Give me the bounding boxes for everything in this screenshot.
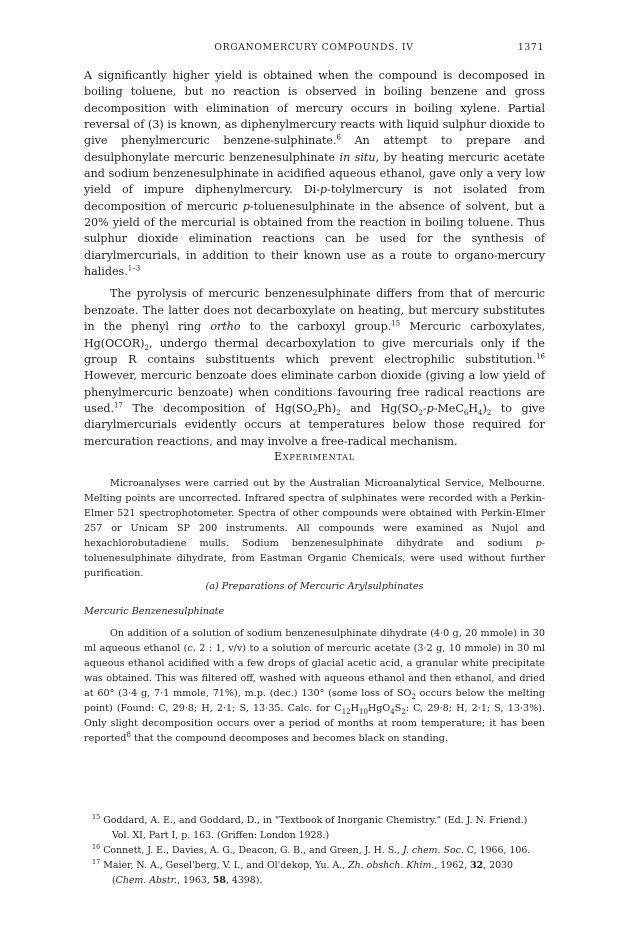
reference-17: 17	[114, 401, 123, 410]
section-heading-experimental: Experimental	[274, 450, 355, 463]
experimental-intro: Microanalyses were carried out by the Australian Microanalytical Service, Melbourne. Melting points are uncorrected. Infrared spectra of sulphinates were recorded with a Perkin-Elmer 521 spectrophotometer. Spectra of other compounds were obtained with Perkin-Elmer 257 or Unicam SP 200 instruments. All compounds were examined as Nujol and hexachlorobutadiene mulls. Sodium benzenesulphinate dihydrate and sodium p-toluenesulphinate dihydrate, from Eastman Organic Chemicals, were used without further purification.	[84, 478, 545, 580]
paragraph-pyrolysis: The pyrolysis of mercuric benzenesulphinate differs from that of mercuric benzoate. The latter does not decarboxylate on heating, but mercury substitutes in the phenyl ring ortho to the carboxyl group.$^{15}$ Mercuric carboxylates, $Hg(OCOR)_2$, undergo thermal decarboxylation to give mercurials only if the group R contains substituents which prevent electrophilic substitution.$^{16}$ However, mercuric benzoate does eliminate carbon dioxide (giving a low yield of phenylmercuric benzoate) when conditions favouring free radical reactions are used.$^{17}$ The decomposition of $Hg(SO_2Ph)_2$ and $Hg(SO_2-p-MeC_6H_4)_2$ to give diarylmercurials evidently occurs at temperatures below those required for mercuration reactions, and may involve a free-radical mechanism.	[84, 287, 545, 448]
compound-heading: Mercuric Benzenesulphinate	[84, 606, 225, 617]
running-head-title: ORGANOMERCURY COMPOUNDS. IV	[214, 42, 414, 53]
footnotes	[84, 813, 545, 888]
discussion-text	[84, 68, 545, 450]
procedure-text: On addition of a solution of sodium benzenesulphinate dihydrate (4·0 g, 20 mmole) in 30 ml aqueous ethanol (c. 2 : 1, v/v) to a solution of mercuric acetate (3·2 g, 10 mmole) in 30 ml aqueous ethanol acidified with a few drops of glacial acetic acid, a granular white precipitate was obtained. This was filtered off, washed with aqueous ethanol and then ethanol, and dried at 60° (3·4 g, 7·1 mmole, 71%), m.p. (dec.) 130° (some loss of $SO_2$ occurs below the melting point) (Found: C, 29·8; H, 2·1; S, 13·35. Calc. for $C_{12}H_{10}HgO_4S_2$: C, 29·8; H, 2·1; S, 13·3%). Only slight decomposition occurs over a period of months at room temperature; it has been reported$^8$ that the compound decomposes and becomes black on standing.	[84, 628, 545, 745]
reference-16: 16	[536, 352, 545, 361]
reference-1-3: 1–3	[127, 264, 141, 273]
reference-6: 6	[336, 133, 341, 142]
footnote-16: $^{16}$ Connett, J. E., Davies, A. G., Deacon, G. B., and Green, J. H. S., J. chem. Soc. C, 1966, 106.	[92, 842, 531, 856]
footnote-17: $^{17}$ Maier, N. A., Gesel'berg, V. I., and Ol'dekop, Yu. A., Zh. obshch. Khim., 1962, 32, 2030 (Chem. Abstr., 1963, 58, 4398).	[92, 857, 513, 886]
running-head	[84, 42, 544, 56]
reference-8: 8	[126, 731, 131, 740]
reference-15: 15	[391, 319, 401, 328]
paragraph-desulphonylation: A significantly higher yield is obtained when the compound is decomposed in boiling toluene, but no reaction is observed in boiling benzene and gross decomposition with elimination of mercury occurs in boiling xylene. Partial reversal of (3) is known, as diphenylmercury reacts with liquid sulphur dioxide to give phenylmercuric benzene-sulphinate.$^6$ An attempt to prepare and desulphonylate mercuric benzenesulphinate in situ, by heating mercuric acetate and sodium benzenesulphinate in acidified aqueous ethanol, gave only a very low yield of impure diphenylmercury. Di-p-tolylmercury is not isolated from decomposition of mercuric p-toluenesulphinate in the absence of solvent, but a 20% yield of the mercurial is obtained from the reaction in boiling toluene. Thus sulphur dioxide elimination reactions can be used for the synthesis of diarylmercurials, in addition to their known use as a route to organo-mercury halides.$^{1-3}$	[84, 69, 545, 279]
subsection-heading: (a) Preparations of Mercuric Arylsulphinates	[205, 581, 424, 592]
footnote-15: $^{15}$ Goddard, A. E., and Goddard, D., in "Textbook of Inorganic Chemistry." (Ed. J. N. Friend.) Vol. XI, Part I, p. 163. (Griffen: London 1928.)	[92, 812, 528, 841]
page-number: 1371	[517, 42, 544, 53]
